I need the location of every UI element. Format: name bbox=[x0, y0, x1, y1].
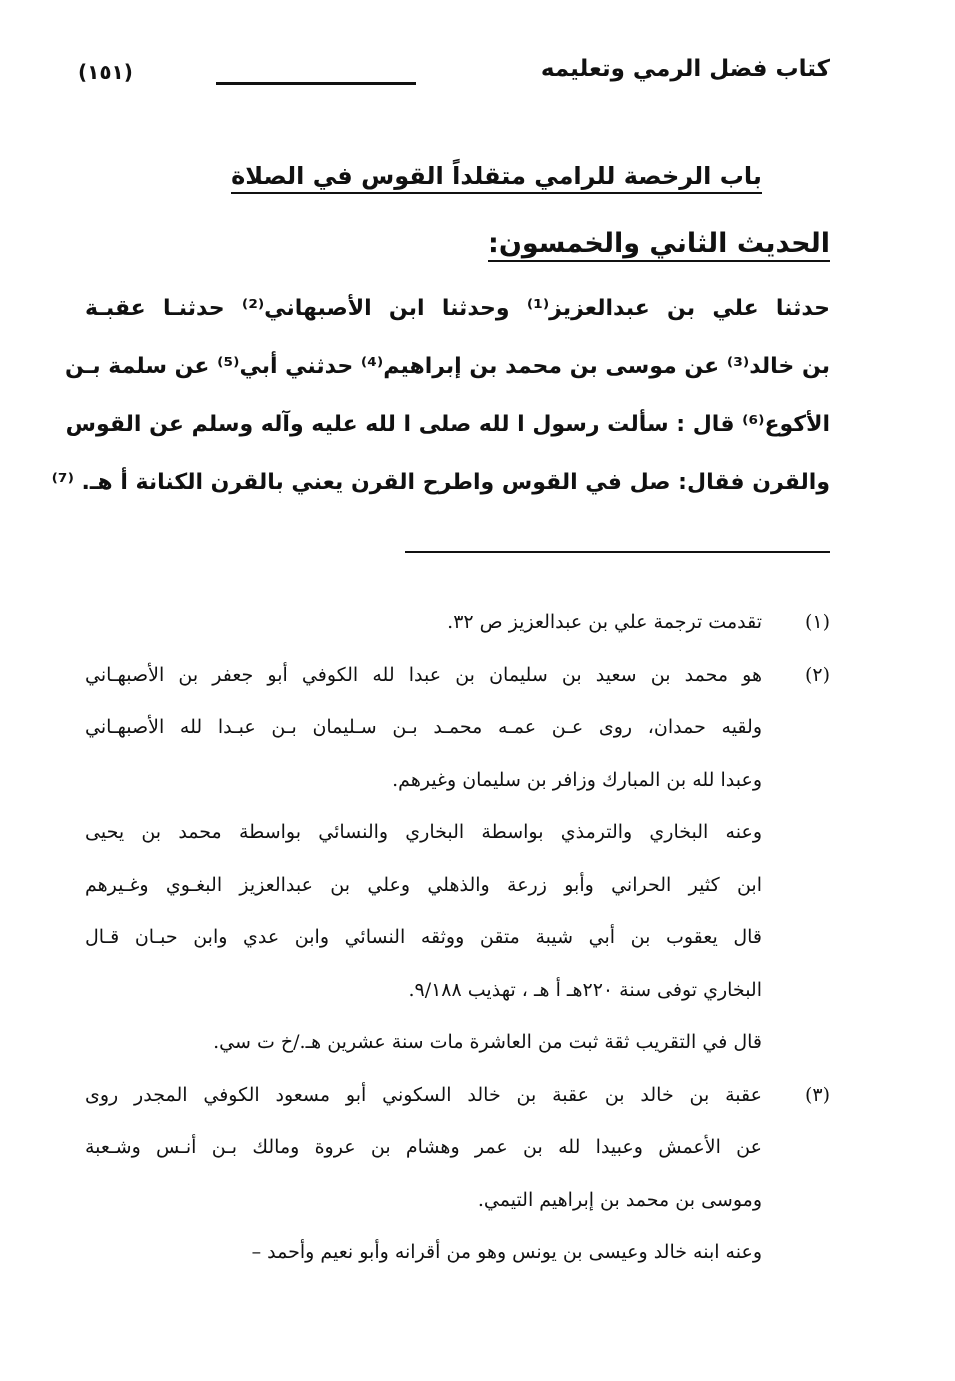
footnote-2-cont bbox=[85, 701, 830, 754]
footnote-line: ولقيه حمدان، روى عـن عمـه محمـد بـن سـليمان بـن عبـدا لله الأصبهـاني bbox=[85, 716, 762, 738]
footnote-1 bbox=[85, 596, 830, 649]
book-title: كتاب فضل الرمي وتعليمه bbox=[540, 56, 830, 82]
footnote-line: وموسى بن محمد بن إبراهيم التيمي. bbox=[477, 1188, 762, 1211]
chapter-title bbox=[0, 162, 955, 190]
hadith-line: بن خالد⁽³⁾ عن موسى بن محمد بن إبراهيم⁽⁴⁾ حدثني أبي⁽⁵⁾ عن سلمة بـن bbox=[65, 354, 830, 379]
footnote-line: وعنه البخاري والترمذي بواسطة البخاري والنسائي بواسطة محمد بن يحيى bbox=[85, 821, 762, 843]
footnote-number: (٣) bbox=[804, 1083, 830, 1106]
footnote-line: عقبة بن خالد بن عقبة بن خالد السكوني أبو مسعود الكوفي المجدر روى bbox=[85, 1083, 762, 1106]
hadith-heading: الحديث الثاني والخمسون: bbox=[488, 228, 830, 262]
footnote-line: وعنه ابنه خالد وعيسى بن يونس وهو من أقرانه وأبو نعيم وأحمد – bbox=[251, 1241, 762, 1263]
footnote-line: وعبدا لله بن المبارك وزافر بن سليمان وغيرهم. bbox=[392, 768, 762, 791]
footnote-line: ابن كثير الحراني وأبو زرعة والذهلي وعلي بن عبدالعزيز البغـوي وغـيرهم bbox=[85, 873, 762, 896]
footnote-line: عن الأعمش وعبيدا لله بن عمر وهشام بن عروة ومالك بـن أنـس وشـعبة bbox=[85, 1136, 762, 1158]
footnote-line: قال في التقريب ثقة ثبت من العاشرة مات سنة عشرين هـ./خ ت سي. bbox=[213, 1031, 762, 1053]
footnote-line: قال يعقوب بن أبي شيبة متقن ووثقه النسائي وابن عدي وابن حبـان قـال bbox=[85, 926, 762, 948]
chapter-title-text: باب الرخصة للرامي متقلداً القوس في الصلاة bbox=[231, 162, 762, 194]
hadith-line: حدثنا علي بن عبدالعزيز⁽¹⁾ وحدثنا ابن الأصبهاني⁽²⁾ حدثنـا عقبـة bbox=[85, 296, 830, 321]
hadith-text bbox=[51, 280, 830, 512]
hadith-line: الأكوع⁽⁶⁾ قال : سألت رسول ا لله صلى ا لله عليه وآله وسلم عن القوس bbox=[65, 412, 830, 437]
hadith-line: والقرن فقال: صل في القوس واطرح القرن يعني بالقرن الكنانة أ هـ. ⁽⁷⁾ bbox=[51, 470, 830, 495]
footnote-2-cont bbox=[85, 1016, 830, 1069]
footnote-line: هو محمد بن سعيد بن سليمان بن عبدا لله الكوفي أبو جعفر بن الأصبهـاني bbox=[85, 663, 762, 686]
footnote-line: البخاري توفى سنة ٢٢٠هـ أ هـ ، تهذيب ٩/١٨٨. bbox=[408, 978, 762, 1001]
page-header bbox=[78, 56, 830, 96]
header-rule bbox=[216, 82, 416, 85]
footnote-3 bbox=[85, 1069, 830, 1122]
footnote-3-cont bbox=[85, 1226, 830, 1279]
footnote-2-cont bbox=[85, 911, 830, 964]
footnote-2-cont bbox=[85, 806, 830, 859]
footnote-line: تقدمت ترجمة علي بن عبدالعزيز ص ٣٢. bbox=[447, 611, 762, 633]
footnotes bbox=[85, 596, 830, 1279]
footnote-2-cont bbox=[85, 964, 830, 1017]
footnote-2-cont bbox=[85, 859, 830, 912]
footnote-2-cont bbox=[85, 754, 830, 807]
page-number: (١٥١) bbox=[78, 60, 133, 84]
footnote-2 bbox=[85, 649, 830, 702]
footnote-number: (٢) bbox=[804, 663, 830, 686]
footnote-number: (١) bbox=[804, 611, 830, 633]
footnote-separator bbox=[405, 551, 830, 553]
footnote-3-cont bbox=[85, 1174, 830, 1227]
footnote-3-cont bbox=[85, 1121, 830, 1174]
